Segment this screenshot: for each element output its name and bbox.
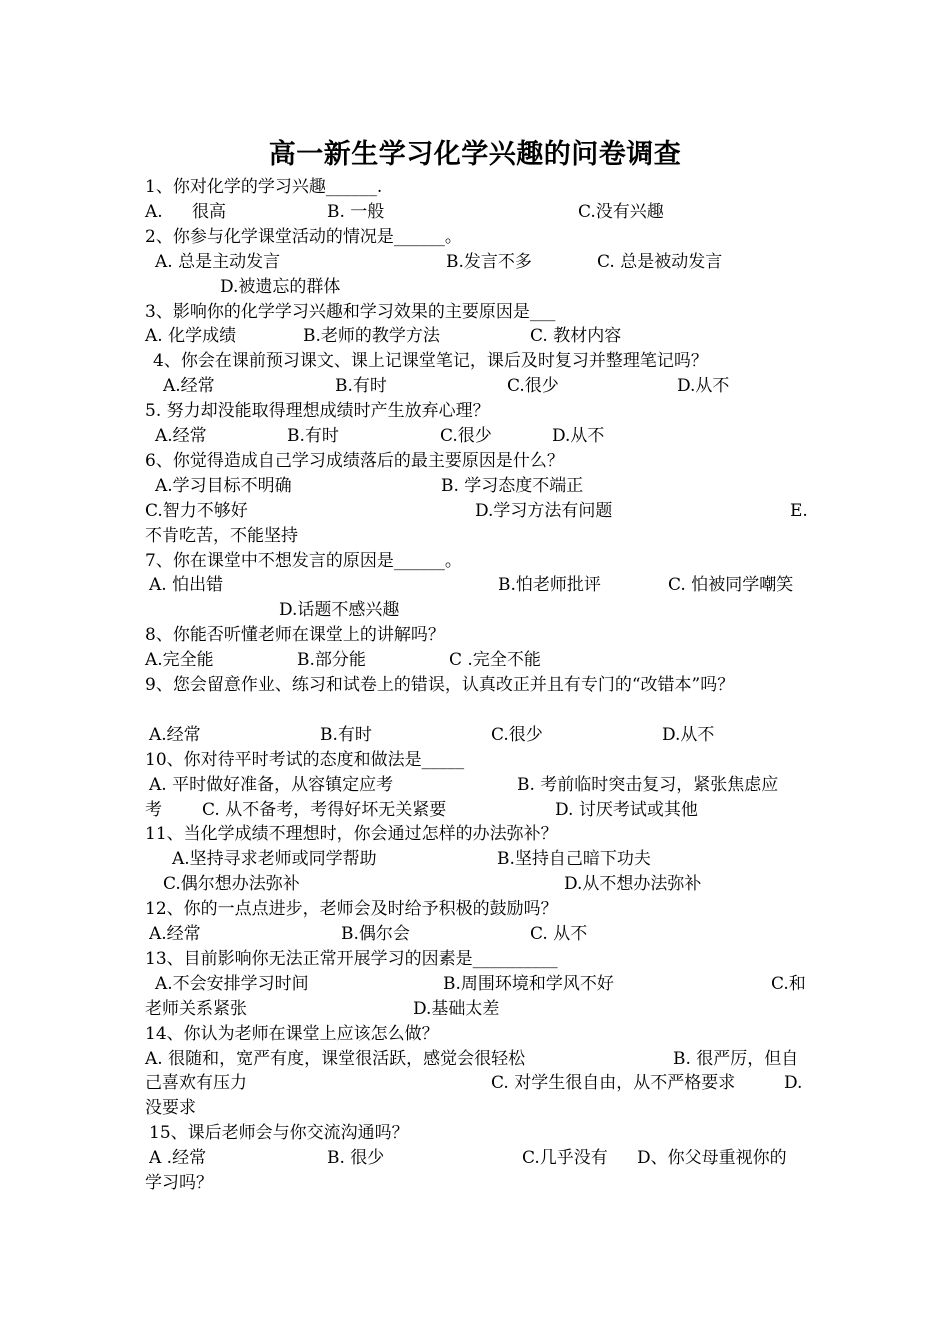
line-14-text-2: D.学习方法有问题 [475,501,613,521]
line-17-text-2: B.怕老师批评 [498,575,601,595]
line-11-text-4: D.从不 [552,426,605,446]
line-2-text-2: 很高 [192,202,226,222]
line-6-text-1: 3、影响你的化学学习兴趣和学习效果的主要原因是___ [145,302,556,322]
line-2-text-4: C.没有兴趣 [578,202,664,222]
line-40-text-2: B. 很少 [327,1148,385,1168]
line-2-text-1: A. [145,202,163,222]
line-41-text-1: 学习吗？ [145,1173,213,1193]
line-37-text-2: C. 对学生很自由，从不严格要求 [491,1073,736,1093]
line-8-text-1: 4、你会在课前预习课文、课上记课堂笔记，课后及时复习并整理笔记吗？ [153,351,708,371]
line-17-text-1: A. 怕出错 [149,575,224,595]
line-31-text-1: A.经常 [149,924,201,944]
line-33-text-2: B.周围环境和学风不好 [443,974,614,994]
line-2-text-3: B. 一般 [327,202,385,222]
line-32-text-1: 13、目前影响你无法正常开展学习的因素是__________ [145,949,558,969]
line-37-text-3: D. [784,1073,803,1093]
line-19-text-1: 8、你能否听懂老师在课堂上的讲解吗？ [145,625,445,645]
line-28-text-2: B.坚持自己暗下功夫 [497,849,651,869]
line-26-text-3: D. 讨厌考试或其他 [555,800,698,820]
line-25-text-2: B. 考前临时突击复习，紧张焦虑应 [517,775,779,795]
line-16-text-1: 7、你在课堂中不想发言的原因是______。 [145,551,462,571]
line-21-text-1: 9、您会留意作业、练习和试卷上的错误，认真改正并且有专门的“改错本”吗？ [145,675,735,695]
line-4-text-2: B.发言不多 [446,252,532,272]
line-23-text-4: D.从不 [662,725,715,745]
line-10-text-1: 5. 努力却没能取得理想成绩时产生放弃心理？ [145,401,490,421]
line-17-text-3: C. 怕被同学嘲笑 [668,575,794,595]
line-29-text-1: C.偶尔想办法弥补 [163,874,300,894]
line-5-text-1: D.被遗忘的群体 [220,277,341,297]
line-34-text-1: 老师关系紧张 [145,999,247,1019]
line-9-text-2: B.有时 [335,376,387,396]
line-20-text-3: C .完全不能 [449,650,541,670]
line-31-text-3: C. 从不 [530,924,588,944]
line-20-text-1: A.完全能 [145,650,214,670]
line-7-text-2: B.老师的教学方法 [303,326,440,346]
line-1-text-1: 1、你对化学的学习兴趣______. [145,177,383,197]
line-36-text-2: B. 很严厉，但自 [673,1049,799,1069]
line-13-text-1: A.学习目标不明确 [155,476,292,496]
line-9-text-3: C.很少 [507,376,559,396]
line-40-text-3: C.几乎没有 [522,1148,608,1168]
line-36-text-1: A. 很随和，宽严有度，课堂很活跃，感觉会很轻松 [145,1049,526,1069]
line-11-text-2: B.有时 [287,426,339,446]
line-29-text-2: D.从不想办法弥补 [564,874,702,894]
line-25-text-1: A. 平时做好准备，从容镇定应考 [149,775,394,795]
line-3-text-1: 2、你参与化学课堂活动的情况是______。 [145,227,462,247]
line-13-text-2: B. 学习态度不端正 [441,476,584,496]
line-38-text-1: 没要求 [145,1098,196,1118]
line-31-text-2: B.偶尔会 [341,924,410,944]
page-title: 高一新生学习化学兴趣的问卷调查 [268,139,682,170]
line-39-text-1: 15、课后老师会与你交流沟通吗？ [149,1123,409,1143]
line-33-text-3: C.和 [771,974,806,994]
line-7-text-1: A. 化学成绩 [145,326,237,346]
line-7-text-3: C. 教材内容 [530,326,622,346]
line-23-text-3: C.很少 [491,725,543,745]
line-34-text-2: D.基础太差 [413,999,500,1019]
line-30-text-1: 12、你的一点点进步，老师会及时给予积极的鼓励吗？ [145,899,558,919]
line-40-text-1: A .经常 [149,1148,207,1168]
line-15-text-1: 不肯吃苦，不能坚持 [145,526,298,546]
line-18-text-1: D.话题不感兴趣 [279,600,400,620]
line-28-text-1: A.坚持寻求老师或同学帮助 [172,849,377,869]
line-9-text-4: D.从不 [677,376,730,396]
line-40-text-4: D、你父母重视你的 [637,1148,787,1168]
line-14-text-3: E. [790,501,808,521]
line-27-text-1: 11、当化学成绩不理想时，你会通过怎样的办法弥补？ [145,824,558,844]
line-23-text-2: B.有时 [320,725,372,745]
line-4-text-1: A. 总是主动发言 [155,252,281,272]
line-14-text-1: C.智力不够好 [145,501,248,521]
line-35-text-1: 14、你认为老师在课堂上应该怎么做？ [145,1024,439,1044]
line-4-text-3: C. 总是被动发言 [597,252,723,272]
line-37-text-1: 己喜欢有压力 [145,1073,247,1093]
line-26-text-2: C. 从不备考，考得好坏无关紧要 [202,800,447,820]
line-20-text-2: B.部分能 [297,650,366,670]
line-9-text-1: A.经常 [163,376,215,396]
line-26-text-1: 考 [145,800,162,820]
line-23-text-1: A.经常 [149,725,201,745]
line-12-text-1: 6、你觉得造成自己学习成绩落后的最主要原因是什么？ [145,451,564,471]
line-33-text-1: A.不会安排学习时间 [155,974,309,994]
line-11-text-1: A.经常 [155,426,207,446]
line-24-text-1: 10、你对待平时考试的态度和做法是_____ [145,750,465,770]
line-11-text-3: C.很少 [440,426,492,446]
